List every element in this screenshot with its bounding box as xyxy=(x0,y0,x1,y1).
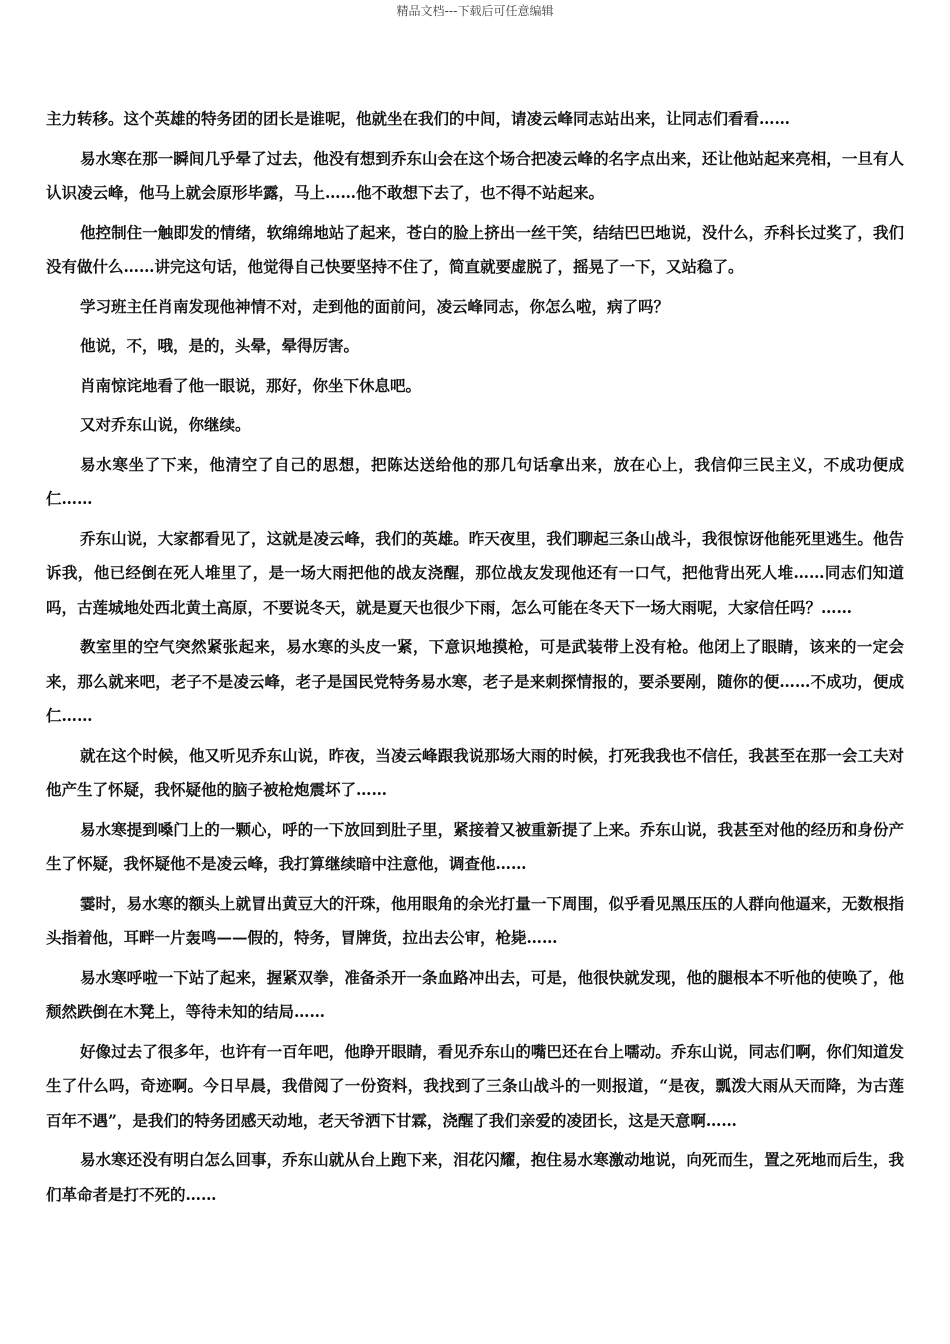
paragraph: 易水寒坐了下来，他清空了自己的思想，把陈达送给他的那几句话拿出来，放在心上，我信仰三民主义，不成功便成仁…… xyxy=(46,454,904,508)
paragraph: 学习班主任肖南发现他神情不对，走到他的面前问，凌云峰同志，你怎么啦，病了吗？ xyxy=(80,296,670,316)
paragraph: 肖南惊诧地看了他一眼说，那好，你坐下休息吧。 xyxy=(80,375,422,395)
paragraph: 易水寒提到嗓门上的一颗心，呼的一下放回到肚子里，紧接着又被重新提了上来。乔东山说，我甚至对他的经历和身份产生了怀疑，我怀疑他不是凌云峰，我打算继续暗中注意他，调查他…… xyxy=(46,819,904,873)
paragraph: 易水寒呼啦一下站了起来，握紧双拳，准备杀开一条血路冲出去，可是，他很快就发现，他的腿根本不听他的使唤了，他颓然跌倒在木凳上，等待未知的结局…… xyxy=(46,967,904,1021)
paragraph: 教室里的空气突然紧张起来，易水寒的头皮一紧，下意识地摸枪，可是武装带上没有枪。他闭上了眼睛，该来的一定会来，那么就来吧，老子不是凌云峰，老子是国民党特务易水寒，老子是来刺探情报的，要杀要剐，随你的便……不成功，便成仁…… xyxy=(46,637,904,725)
paragraph: 乔东山说，大家都看见了，这就是凌云峰，我们的英雄。昨天夜里，我们聊起三条山战斗，我很惊讶他能死里逃生。他告诉我，他已经倒在死人堆里了，是一场大雨把他的战友浇醒，那位战友发现他还有一口气，把他背出死人堆……同志们知道吗，古莲城地处西北黄土高原，不要说冬天，就是夏天也很少下雨，怎么可能在冬天下一场大雨呢，大家信任吗？…… xyxy=(46,528,904,617)
paragraph: 易水寒在那一瞬间几乎晕了过去，他没有想到乔东山会在这个场合把凌云峰的名字点出来，还让他站起来亮相，一旦有人认识凌云峰，他马上就会原形毕露，马上……他不敢想下去了，也不得不站起来。 xyxy=(46,148,904,202)
paragraph: 霎时，易水寒的额头上就冒出黄豆大的汗珠，他用眼角的余光打量一下周围，似乎看见黑压压的人群向他逼来，无数根指头指着他，耳畔一片轰鸣——假的，特务，冒牌货，拉出去公审，枪毙…… xyxy=(46,893,904,947)
paragraph: 主力转移。这个英雄的特务团的团长是谁呢，他就坐在我们的中间，请凌云峰同志站出来，让同志们看看…… xyxy=(46,109,791,128)
paragraph: 他说，不，哦，是的，头晕，晕得厉害。 xyxy=(80,336,360,355)
paragraph: 又对乔东山说，你继续。 xyxy=(80,415,251,434)
paragraph: 易水寒还没有明白怎么回事，乔东山就从台上跑下来，泪花闪耀，抱住易水寒激动地说，向死而生，置之死地而后生，我们革命者是打不死的…… xyxy=(46,1150,904,1204)
document-body xyxy=(46,102,904,1217)
paragraph: 就在这个时候，他又听见乔东山说，昨夜，当凌云峰跟我说那场大雨的时候，打死我我也不信任，我甚至在那一会工夫对他产生了怀疑，我怀疑他的脑子被枪炮震坏了…… xyxy=(46,745,904,799)
paragraph: 好像过去了很多年，也许有一百年吧，他睁开眼睛，看见乔东山的嘴巴还在台上嚅动。乔东山说，同志们啊，你们知道发生了什么吗，奇迹啊。今日早晨，我借阅了一份资料，我找到了三条山战斗的一则报道，“是夜，瓢泼大雨从天而降，为古莲百年不遇”，是我们的特务团感天动地，老天爷洒下甘霖，浇醒了我们亲爱的凌团长，这是天意啊…… xyxy=(46,1041,904,1130)
page-header: 精品文档---下载后可任意编辑 xyxy=(396,4,554,18)
paragraph: 他控制住一触即发的情绪，软绵绵地站了起来，苍白的脸上挤出一丝干笑，结结巴巴地说，没什么，乔科长过奖了，我们没有做什么……讲完这句话，他觉得自己快要坚持不住了，简直就要虚脱了，摇晃了一下，又站稳了。 xyxy=(46,222,904,276)
